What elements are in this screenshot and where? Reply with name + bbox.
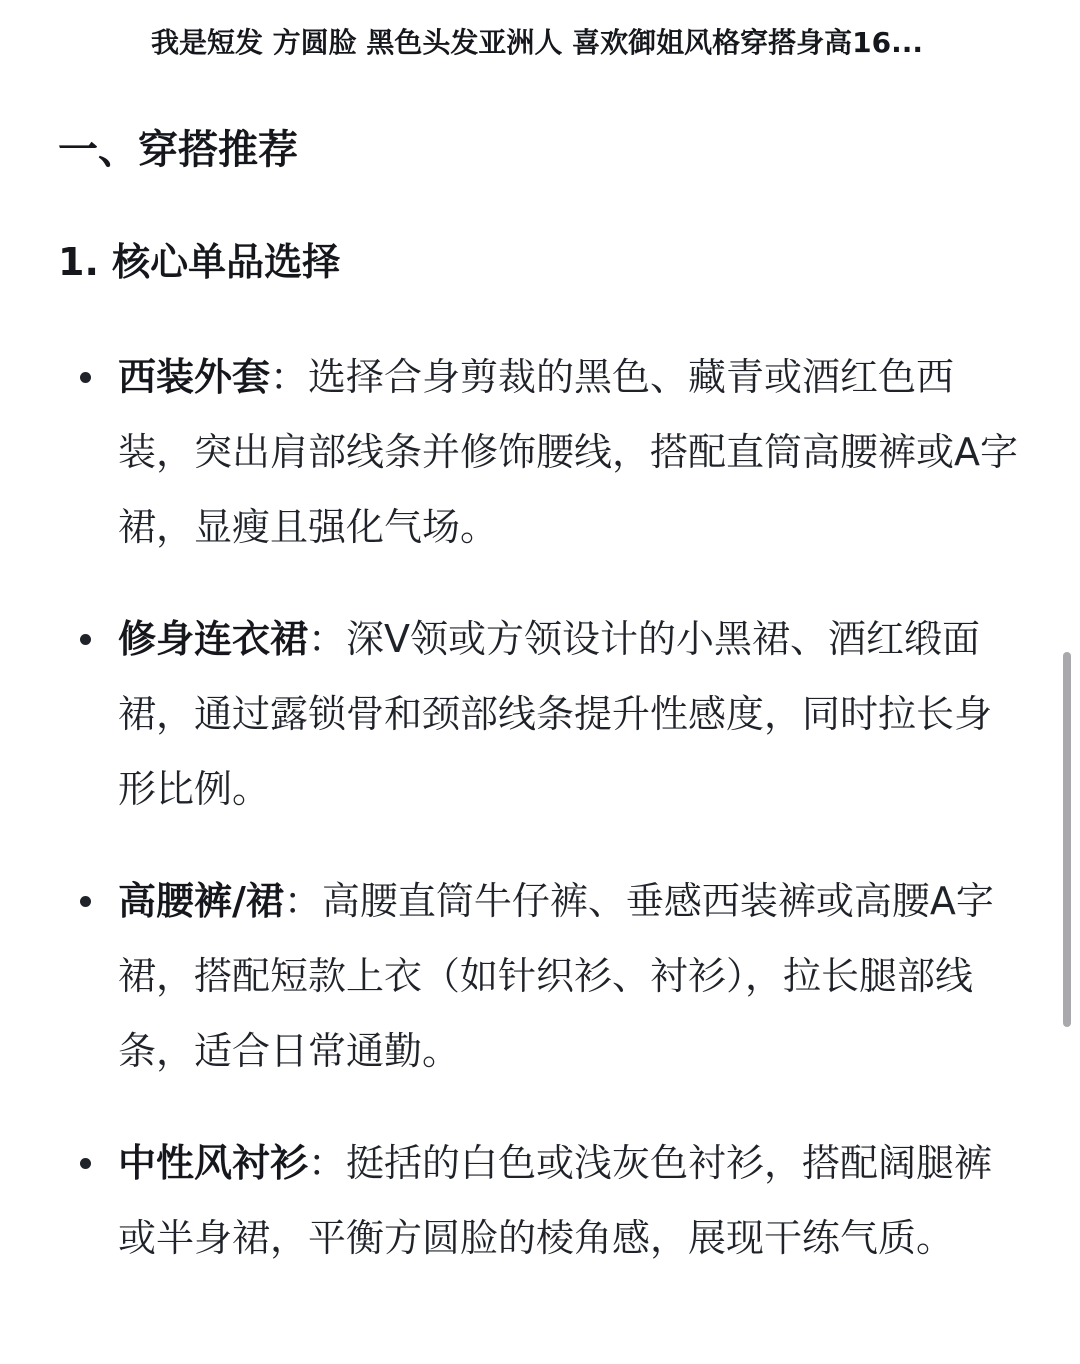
item-description: 高腰直筒牛仔裤、垂感西装裤或高腰A字裙，搭配短款上衣（如针织衫、衬衫），拉长腿部线条，适合日常通勤。 [118,879,994,1073]
item-list [58,340,1022,1276]
item-term: 西装外套 [118,355,271,399]
conversation-title: 我是短发 方圆脸 黑色头发亚洲人 喜欢御姐风格穿搭身高16... [150,26,924,59]
section-heading: 一、穿搭推荐 [58,127,298,173]
item-term: 中性风衬衫 [118,1141,309,1185]
sub-heading: 1. 核心单品选择 [58,240,341,284]
list-item [58,340,1022,565]
item-description: 深V领或方领设计的小黑裙、酒红缎面裙，通过露锁骨和颈部线条提升性感度，同时拉长身形比例。 [118,617,993,811]
item-term: 修身连衣裙 [118,617,309,661]
item-term: 高腰裤/裙 [118,879,284,923]
item-colon: ： [283,879,322,923]
bullet-icon [80,372,91,383]
bullet-icon [80,896,91,907]
item-colon: ： [270,355,309,399]
list-item [58,864,1022,1089]
item-colon: ： [308,617,347,661]
item-description: 选择合身剪裁的黑色、藏青或酒红色西装，突出肩部线条并修饰腰线，搭配直筒高腰裤或A字裙，显瘦且强化气场。 [118,355,1018,549]
list-item [58,1126,1022,1276]
item-colon: ： [308,1141,347,1185]
item-description: 挺括的白色或浅灰色衬衫，搭配阔腿裤或半身裙，平衡方圆脸的棱角感，展现干练气质。 [118,1141,993,1260]
bullet-icon [80,634,91,645]
list-item [58,602,1022,827]
response-content [58,118,1022,1276]
scrollbar[interactable] [1063,652,1071,1027]
bullet-icon [80,1158,91,1169]
